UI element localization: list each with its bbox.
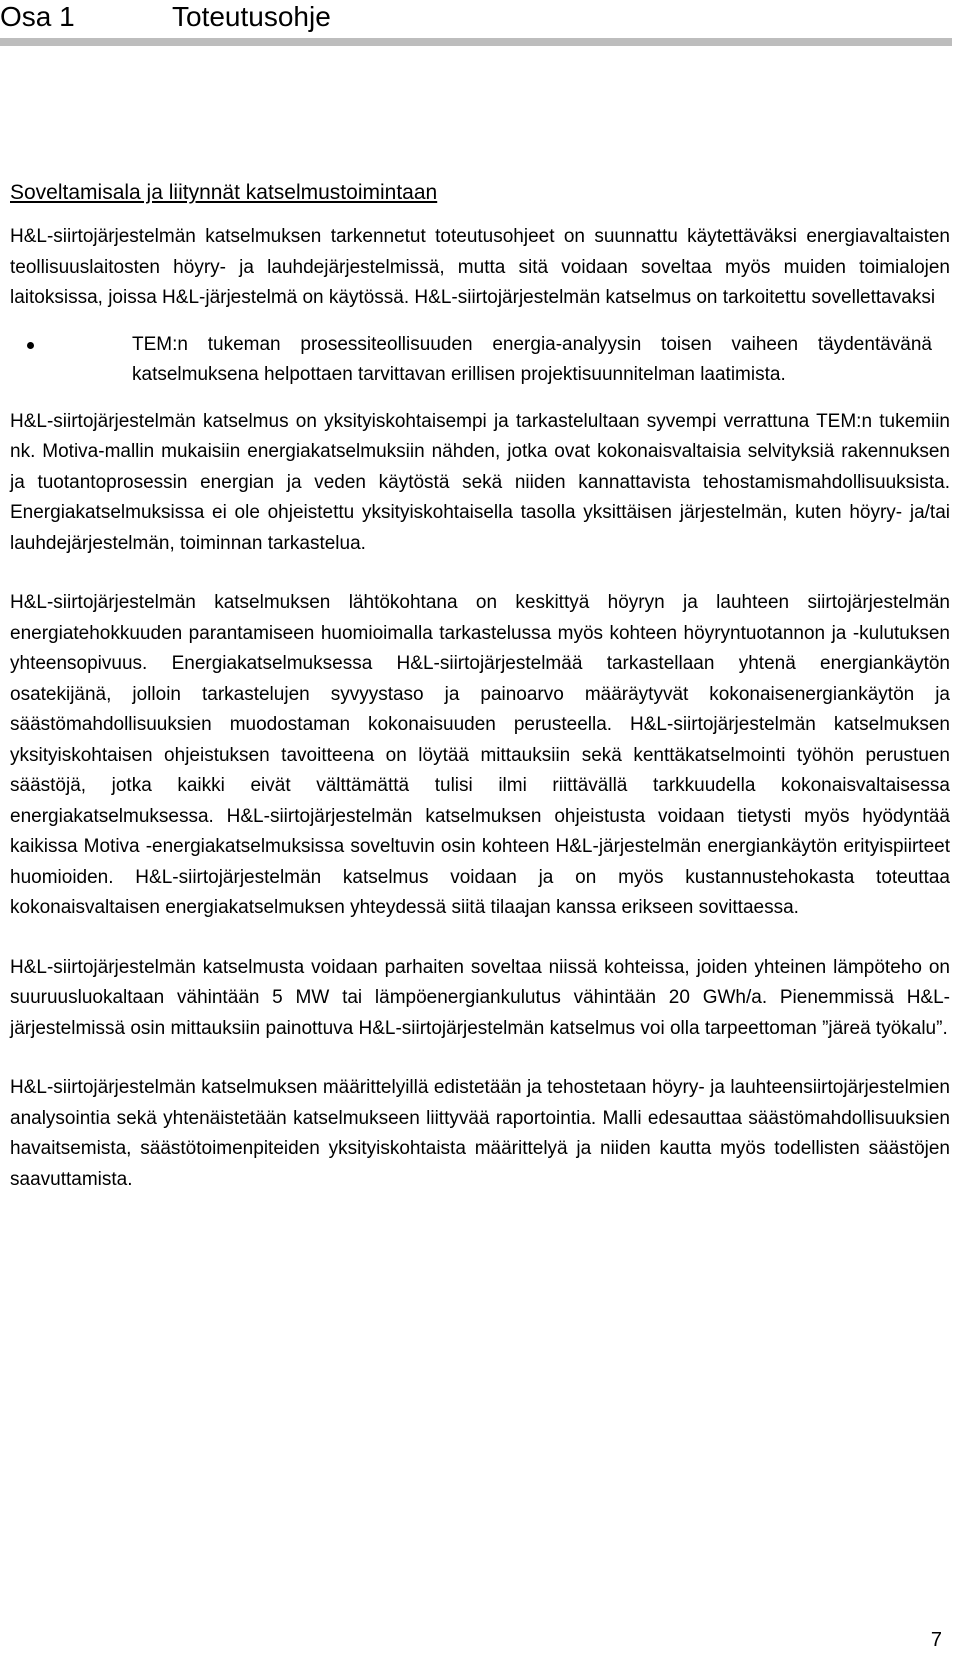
paragraph-applicability: H&L-siirtojärjestelmän katselmusta voidaan parhaiten soveltaa niissä kohteissa, joiden yhteinen lämpöteho on suuruusluokaltaan vähintään 5 MW tai lämpöenergiankulutus vähintään 20 GWh/a. Pienemmissä H&L-järjestelmissä osin mittauksiin painottuva H&L-siirtojärjestelmän katselmus voi olla tarpeettoman ”järeä työkalu”. [10, 956, 950, 1039]
paragraph-gap [10, 924, 950, 953]
page-header [0, 0, 960, 50]
section-heading: Soveltamisala ja liitynnät katselmustoimintaan [10, 181, 438, 204]
paragraph-gap [10, 559, 950, 588]
paragraph-gap [10, 1044, 950, 1073]
bullet-icon [27, 342, 34, 349]
list-item [10, 330, 950, 391]
paragraph-comparison: H&L-siirtojärjestelmän katselmus on yksityiskohtaisempi ja tarkastelultaan syvempi verrattuna TEM:n tukemiin nk. Motiva-mallin mukaisiin energiakatselmuksiin nähden, jotka ovat kokonaisvaltaisia selvityksiä rakennuksen ja tuotantoprosessin energian ja veden käytöstä sekä niiden kannattavista tehostamismahdollisuuksista. Energiakatselmuksissa ei ole ohjeistettu yksityiskohtaisella tasolla yksittäisen järjestelmän, kuten höyry- ja/tai lauhdejärjestelmän, toiminnan tarkastelua. [10, 410, 950, 554]
bullet-list [10, 330, 950, 391]
document-body [10, 178, 950, 1195]
paragraph-starting-point: H&L-siirtojärjestelmän katselmuksen lähtökohtana on keskittyä höyryn ja lauhteen siirtojärjestelmän energiatehokkuuden parantamiseen huomioimalla tarkastelussa myös kohteen höyryntuotannon ja -kulutuksen yhteensopivuus. Energiakatselmuksessa H&L-siirtojärjestelmää tarkastellaan yhtenä energiankäytön osatekijänä, jolloin tarkastelujen syvyystaso ja painoarvo määräytyvät kokonaisenergiankäytön ja säästömahdollisuuksien muodostaman kokonaisuuden perusteella. H&L-siirtojärjestelmän katselmuksen yksityiskohtaisen ohjeistuksen tavoitteena on löytää mittauksiin sekä kenttäkatselmointi työhön perustuen säästöjä, jotka kaikki eivät välttämättä tulisi ilmi riittävällä tarkkuudella kokonaisvaltaisessa energiakatselmuksessa. H&L-siirtojärjestelmän katselmuksen ohjeistusta voidaan tietysti myös hyödyntää kaikissa Motiva -energiakatselmuksissa soveltuvin osin kohteen H&L-järjestelmän energiankäytön erityispiirteet huomioiden. H&L-siirtojärjestelmän katselmus voidaan ja on myös kustannustehokasta toteuttaa kokonaisvaltaisen energiakatselmuksen yhteydessä siitä tilaajan kanssa erikseen sovittaessa. [10, 592, 950, 918]
paragraph-scope: H&L-siirtojärjestelmän katselmuksen tarkennetut toteutusohjeet on suunnattu käytettäväksi energiavaltaisten teollisuuslaitosten höyry- ja lauhdejärjestelmissä, mutta sitä voidaan soveltaa myös muiden toimialojen laitoksissa, joissa H&L-järjestelmä on käytössä. H&L-siirtojärjestelmän katselmus on tarkoitettu sovellettavaksi [10, 226, 950, 308]
header-rule [0, 38, 952, 46]
page-number: 7 [930, 1629, 942, 1651]
chapter-title: Toteutusohje [172, 1, 331, 32]
bullet-text: TEM:n tukeman prosessiteollisuuden energia-analyysin toisen vaiheen täydentävänä katselmuksena helpottaen tarvittavan erillisen projektisuunnitelman laatimista. [132, 333, 932, 385]
chapter-label: Osa 1 [0, 1, 75, 32]
paragraph-definitions: H&L-siirtojärjestelmän katselmuksen määrittelyillä edistetään ja tehostetaan höyry- ja lauhteensiirtojärjestelmien analysointia sekä yhtenäistetään katselmukseen liittyvää raportointia. Malli edesauttaa säästömahdollisuuksien havaitsemista, säästötoimenpiteiden yksityiskohtaista määrittelyä ja niiden kautta myös todellisten säästöjen saavuttamista. [10, 1077, 950, 1190]
